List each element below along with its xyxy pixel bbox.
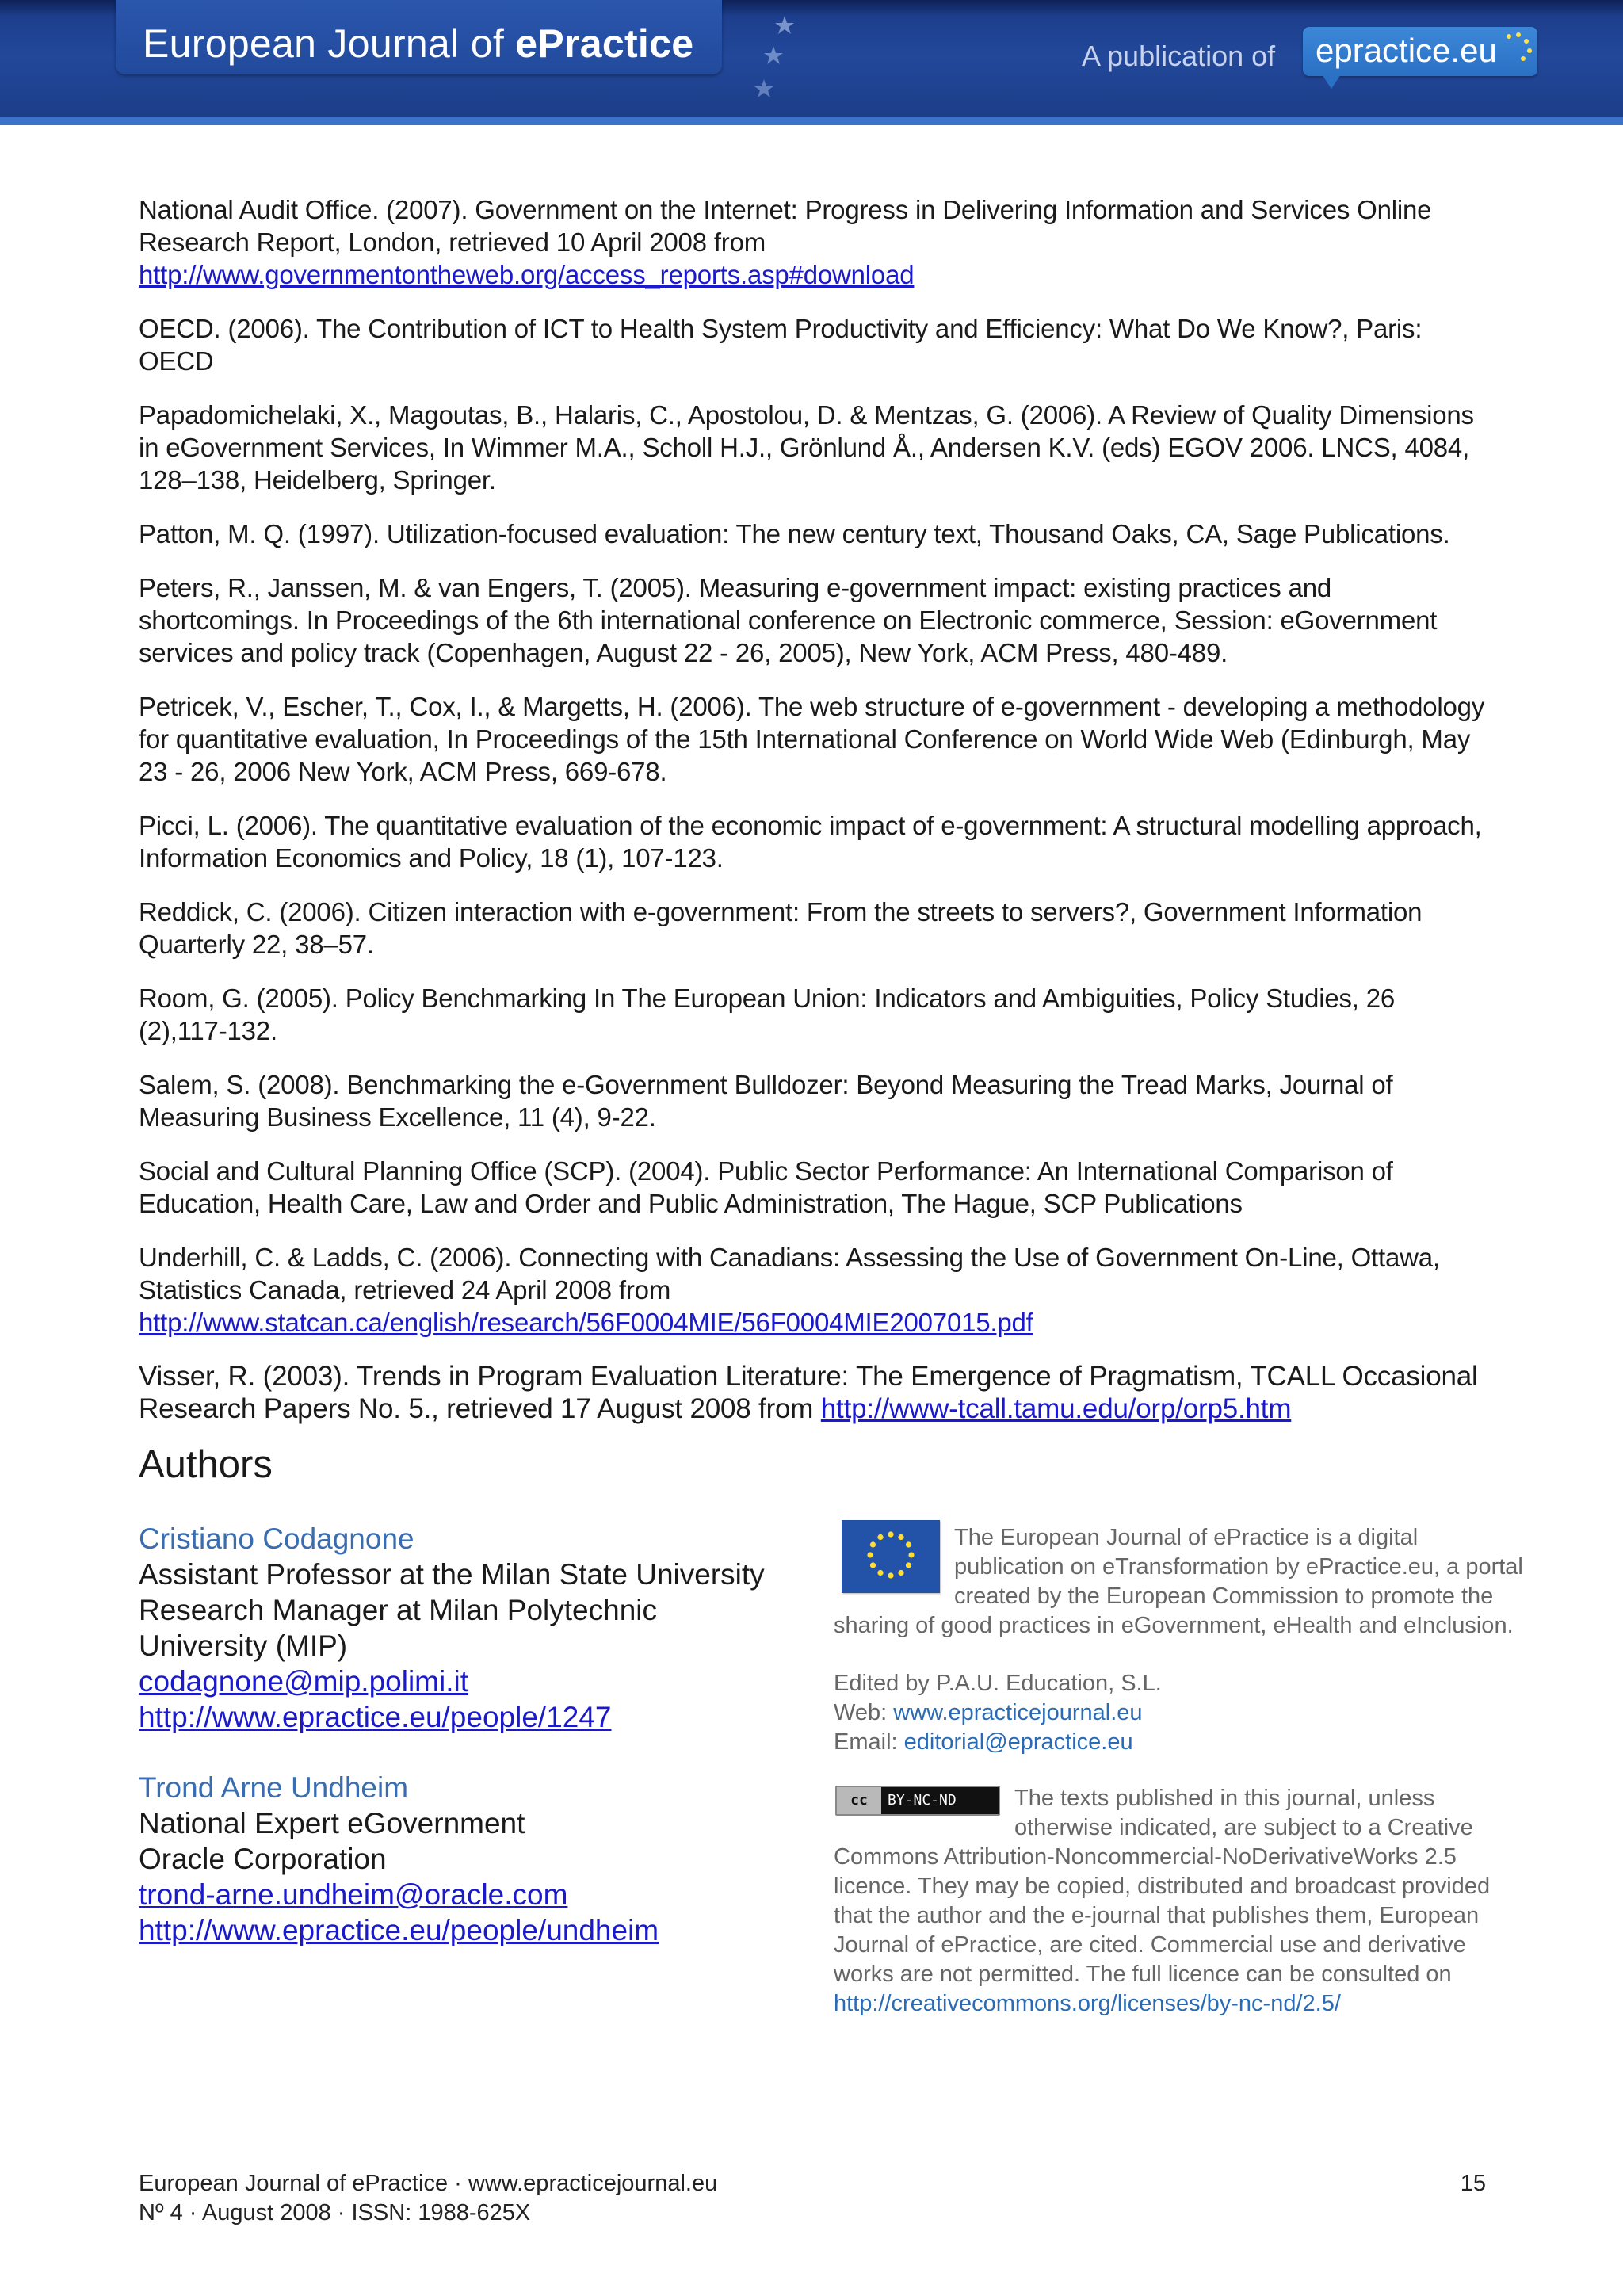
reference-entry xyxy=(139,193,1486,291)
reference-link[interactable]: http://www.governmentontheweb.org/access_reports.asp#download xyxy=(139,260,915,289)
author-block xyxy=(139,1770,820,1948)
epractice-logo-text: epractice.eu xyxy=(1316,32,1497,69)
page-footer xyxy=(139,2169,1486,2228)
reference-text: National Audit Office. (2007). Government on the Internet: Progress in Delivering Information and Services Online Research Report, London, retrieved 10 April 2008 from xyxy=(139,195,1432,257)
reference-text: Underhill, C. & Ladds, C. (2006). Connecting with Canadians: Assessing the Use of Government On-Line, Ottawa, Statistics Canada, retrieved 24 April 2008 from xyxy=(139,1243,1440,1305)
licence-body: The texts published in this journal, unless otherwise indicated, are subject to a Creative Commons Attribution-Noncommercial-NoDerivativeWorks 2.5 licence. They may be copied, distributed and broadcast provided that the author and the e-journal that publishes them, European Journal of ePractice, are cited. Commercial use and derivative works are not permitted. The full licence can be consulted on xyxy=(834,1786,1491,1987)
author-affiliation: Assistant Professor at the Milan State University xyxy=(139,1558,765,1591)
web-label: Web: xyxy=(834,1700,894,1725)
reference-text: Peters, R., Janssen, M. & van Engers, T. (2005). Measuring e-government impact: existing practices and shortcomings. In Proceedings of the 6th international conference on Electronic commerce, Session: eGovernment services and policy track (Copenhagen, August 22 - 26, 2005), New York, ACM Press, 480-489. xyxy=(139,573,1438,667)
reference-entry xyxy=(139,1068,1486,1133)
header-banner xyxy=(0,0,1623,125)
eu-flag-icon xyxy=(842,1520,940,1593)
reference-entry xyxy=(139,312,1486,377)
reference-entry xyxy=(139,399,1486,496)
reference-text: Picci, L. (2006). The quantitative evaluation of the economic impact of e-government: A structural modelling approach, Information Economics and Policy, 18 (1), 107-123. xyxy=(139,811,1482,873)
cc-badge-terms: BY-NC-ND xyxy=(888,1792,957,1809)
logo-tail xyxy=(1322,74,1341,89)
journal-title-prefix: European Journal of xyxy=(143,21,516,66)
journal-title-bold: ePractice xyxy=(515,21,694,66)
creative-commons-badge-icon[interactable] xyxy=(835,1786,1000,1816)
publication-of-label: A publication of xyxy=(1082,40,1276,72)
email-line xyxy=(834,1728,1523,1757)
banner-bottom-stripe xyxy=(0,117,1623,125)
author-affiliation: National Expert eGovernment xyxy=(139,1807,525,1839)
reference-entry xyxy=(139,1155,1486,1220)
email-label: Email: xyxy=(834,1729,904,1755)
author-block xyxy=(139,1521,820,1735)
cc-badge-cc: cc xyxy=(837,1787,881,1814)
reference-text: Papadomichelaki, X., Magoutas, B., Halaris, C., Apostolou, D. & Mentzas, G. (2006). A Review of Quality Dimensions in eGovernment Services, In Wimmer M.A., Scholl H.J., Grönlund Å., Andersen K.V. (eds) EGOV 2006. LNCS, 4084, 128–138, Heidelberg, Springer. xyxy=(139,400,1474,495)
reference-entry xyxy=(139,896,1486,961)
reference-entry xyxy=(139,571,1486,669)
reference-entry xyxy=(139,690,1486,788)
reference-entry xyxy=(139,1241,1486,1339)
reference-text: Petricek, V., Escher, T., Cox, I., & Margetts, H. (2006). The web structure of e-government - developing a methodology for quantitative evaluation, In Proceedings of the 15th International Conference on World Wide Web (Edinburgh, May 23 - 26, 2006 New York, ACM Press, 669-678. xyxy=(139,692,1485,786)
footer-journal-line: European Journal of ePractice · www.epracticejournal.eu xyxy=(139,2171,718,2196)
journal-info xyxy=(834,1523,1523,2019)
reference-text: Reddick, C. (2006). Citizen interaction with e-government: From the streets to servers?, Government Information Quarterly 22, 38–57. xyxy=(139,897,1423,959)
eu-stars-icon xyxy=(1503,32,1537,67)
reference-text: Visser, R. (2003). Trends in Program Evaluation Literature: The Emergence of Pragmatism, TCALL Occasional Research Papers No. 5., retrieved 17 August 2008 from xyxy=(139,1361,1478,1424)
decorative-stars-icon xyxy=(737,11,800,106)
reference-list xyxy=(139,193,1486,1446)
reference-entry xyxy=(139,518,1486,550)
author-email-link[interactable]: trond-arne.undheim@oracle.com xyxy=(139,1878,568,1911)
reference-text: OECD. (2006). The Contribution of ICT to Health System Productivity and Efficiency: What Do We Know?, Paris: OECD xyxy=(139,314,1423,376)
reference-link[interactable]: http://www.statcan.ca/english/research/56F0004MIE/56F0004MIE2007015.pdf xyxy=(139,1308,1033,1337)
author-name: Trond Arne Undheim xyxy=(139,1771,409,1804)
licence-text xyxy=(834,1784,1523,2019)
web-line xyxy=(834,1698,1523,1728)
page-number: 15 xyxy=(1460,2171,1486,2196)
author-email-link[interactable]: codagnone@mip.polimi.it xyxy=(139,1665,468,1698)
author-profile-link[interactable]: http://www.epractice.eu/people/1247 xyxy=(139,1701,612,1733)
journal-title xyxy=(143,21,693,67)
reference-entry xyxy=(139,982,1486,1047)
reference-text: Patton, M. Q. (1997). Utilization-focused evaluation: The new century text, Thousand Oaks, CA, Sage Publications. xyxy=(139,519,1450,548)
reference-link[interactable]: http://www-tcall.tamu.edu/orp/orp5.htm xyxy=(820,1393,1292,1424)
authors-heading: Authors xyxy=(139,1443,273,1486)
reference-entry xyxy=(139,809,1486,874)
reference-text: Salem, S. (2008). Benchmarking the e-Government Bulldozer: Beyond Measuring the Tread Marks, Journal of Measuring Business Excellence, 11 (4), 9-22. xyxy=(139,1070,1393,1132)
footer-issue-line: Nº 4 · August 2008 · ISSN: 1988-625X xyxy=(139,2200,531,2225)
author-profile-link[interactable]: http://www.epractice.eu/people/undheim xyxy=(139,1914,659,1946)
reference-entry xyxy=(139,1360,1486,1425)
journal-web-link[interactable]: www.epracticejournal.eu xyxy=(893,1700,1143,1725)
journal-email-link[interactable]: editorial@epractice.eu xyxy=(903,1729,1133,1755)
edited-by-text: Edited by P.A.U. Education, S.L. xyxy=(834,1671,1162,1696)
licence-link[interactable]: http://creativecommons.org/licenses/by-nc-nd/2.5/ xyxy=(834,1991,1341,2016)
author-affiliation: Oracle Corporation xyxy=(139,1843,387,1875)
author-name: Cristiano Codagnone xyxy=(139,1522,414,1555)
reference-text: Room, G. (2005). Policy Benchmarking In The European Union: Indicators and Ambiguities, Policy Studies, 26 (2),117-132. xyxy=(139,984,1396,1045)
reference-text: Social and Cultural Planning Office (SCP). (2004). Public Sector Performance: An International Comparison of Education, Health Care, Law and Order and Public Administration, The Hague, SCP Publications xyxy=(139,1156,1393,1218)
journal-about-text: The European Journal of ePractice is a digital publication on eTransformation by ePractice.eu, a portal created by the European Commission to promote the sharing of good practices in eGovernment, eHealth and eInclusion. xyxy=(834,1525,1523,1638)
author-affiliation: Research Manager at Milan Polytechnic University (MIP) xyxy=(139,1594,657,1662)
